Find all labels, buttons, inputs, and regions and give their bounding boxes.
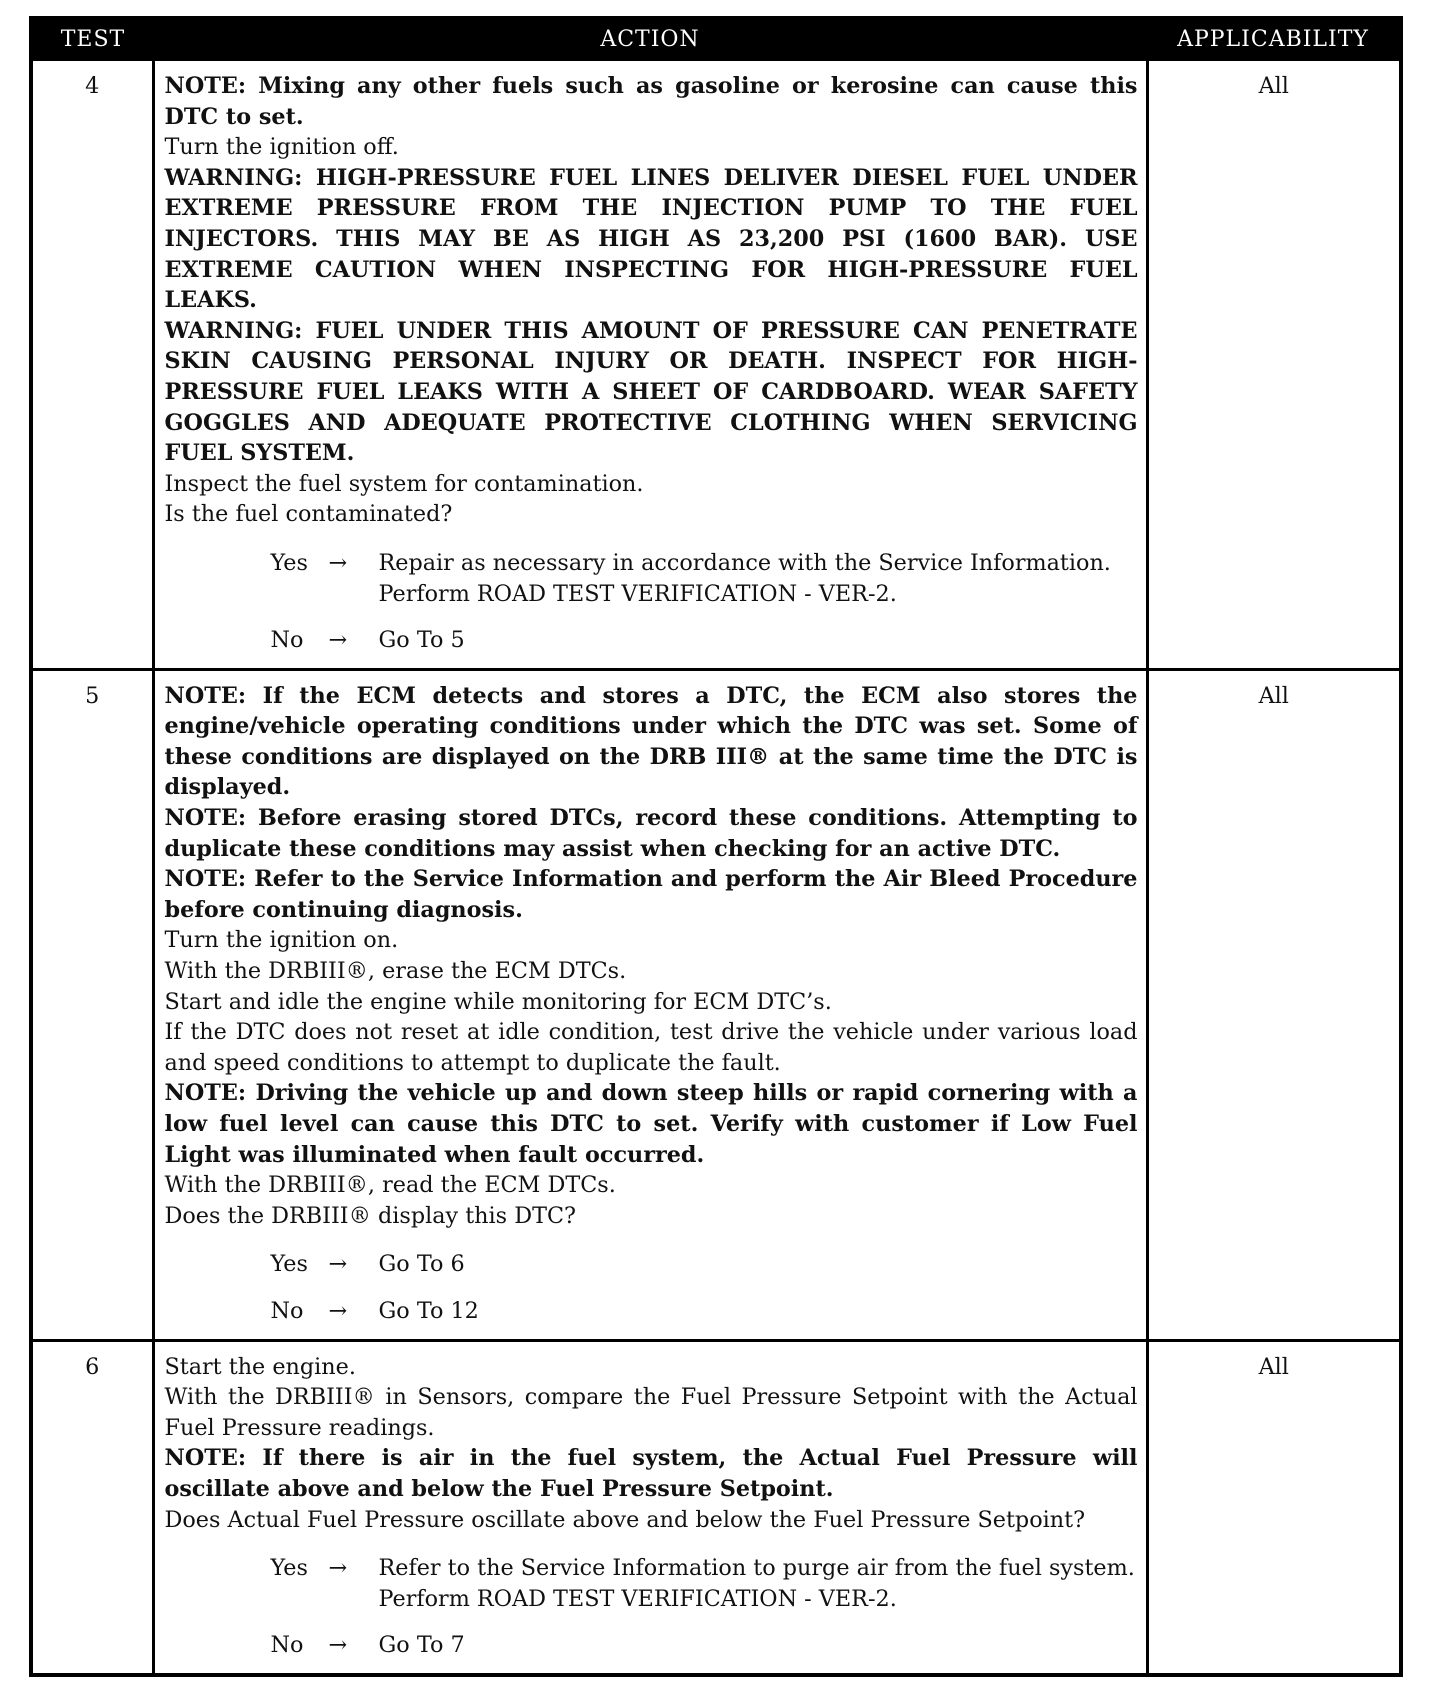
result-line: Go To 7 [378, 1632, 465, 1659]
answer-label: No [270, 627, 304, 654]
instruction-text: If the DTC does not reset at idle condition, test drive the vehicle under various load and speed conditions to attempt to duplicate the fault. [164, 1019, 1138, 1076]
instruction-text: Does the DRBIII® display this DTC? [164, 1202, 576, 1229]
result-line: Go To 12 [378, 1297, 479, 1324]
arrow-right-icon: → [328, 627, 348, 654]
test-number: 6 [31, 1340, 153, 1675]
answer-branch [165, 1249, 1138, 1280]
header-action: ACTION [153, 18, 1147, 60]
table-header-row [31, 18, 1401, 60]
answer-label: No [270, 1297, 304, 1324]
result-line: Go To 6 [378, 1251, 465, 1278]
table-row [31, 60, 1401, 670]
header-test: TEST [31, 18, 153, 60]
instruction-text: Does Actual Fuel Pressure oscillate above and below the Fuel Pressure Setpoint? [164, 1506, 1086, 1533]
answer-branch [165, 1296, 1138, 1327]
instruction-text: With the DRBIII®, read the ECM DTCs. [164, 1172, 616, 1199]
answer-branch [165, 548, 1138, 609]
answer-branch [165, 1553, 1138, 1614]
instruction-text: With the DRBIII®, erase the ECM DTCs. [164, 958, 627, 985]
arrow-right-icon: → [328, 549, 348, 576]
note-text: NOTE: Driving the vehicle up and down steep hills or rapid cornering with a low fuel level can cause this DTC to set. Verify with customer if Low Fuel Light was illuminated when fault occurred. [164, 1080, 1138, 1168]
note-text: WARNING: FUEL UNDER THIS AMOUNT OF PRESSURE CAN PENETRATE SKIN CAUSING PERSONAL INJURY OR DEATH. INSPECT FOR HIGH-PRESSURE FUEL LEAKS WITH A SHEET OF CARDBOARD. WEAR SAFETY GOGGLES AND ADEQUATE PROTECTIVE CLOTHING WHEN SERVICING FUEL SYSTEM. [164, 317, 1138, 467]
instruction-text: Start the engine. [164, 1353, 356, 1380]
answer-result [379, 625, 1138, 656]
answer-branches [165, 548, 1138, 656]
arrow-right-icon: → [328, 1555, 348, 1582]
table-row [31, 669, 1401, 1340]
answer-label: No [270, 1632, 304, 1659]
answer-result [379, 1296, 1138, 1327]
action-cell [153, 60, 1147, 670]
note-text: NOTE: Before erasing stored DTCs, record these conditions. Attempting to duplicate these conditions may assist when checking for an active DTC. [164, 805, 1138, 862]
instruction-text: Start and idle the engine while monitoring for ECM DTC’s. [164, 988, 832, 1015]
instruction-text: Is the fuel contaminated? [164, 501, 453, 528]
answer-branches [165, 1249, 1138, 1326]
instruction-text: Inspect the fuel system for contamination. [164, 470, 644, 497]
header-applicability: APPLICABILITY [1147, 18, 1401, 60]
action-cell [153, 669, 1147, 1340]
arrow-right-icon: → [328, 1251, 348, 1278]
answer-result [379, 1630, 1138, 1661]
instruction-text: Turn the ignition on. [164, 927, 399, 954]
note-text: NOTE: Mixing any other fuels such as gasoline or kerosine can cause this DTC to set. [164, 73, 1138, 130]
result-line: Go To 5 [378, 627, 465, 654]
result-line: Perform ROAD TEST VERIFICATION - VER-2. [378, 1585, 897, 1612]
answer-label: Yes [270, 1555, 308, 1582]
arrow-right-icon: → [328, 1297, 348, 1324]
note-text: NOTE: If there is air in the fuel system, the Actual Fuel Pressure will oscillate above and below the Fuel Pressure Setpoint. [164, 1445, 1138, 1502]
answer-branch [165, 1630, 1138, 1661]
answer-branches [165, 1553, 1138, 1661]
result-line: Refer to the Service Information to purge air from the fuel system. [378, 1555, 1135, 1582]
answer-result [379, 548, 1138, 609]
action-cell [153, 1340, 1147, 1675]
result-line: Repair as necessary in accordance with the Service Information. [378, 549, 1111, 576]
test-number: 5 [31, 669, 153, 1340]
applicability-value: All [1147, 669, 1401, 1340]
diagnostic-page [29, 16, 1399, 1677]
answer-result [379, 1553, 1138, 1614]
table-row [31, 1340, 1401, 1675]
result-line: Perform ROAD TEST VERIFICATION - VER-2. [378, 580, 897, 607]
note-text: WARNING: HIGH-PRESSURE FUEL LINES DELIVER DIESEL FUEL UNDER EXTREME PRESSURE FROM THE INJECTION PUMP TO THE FUEL INJECTORS. THIS MAY BE AS HIGH AS 23,200 PSI (1600 BAR). USE EXTREME CAUTION WHEN INSPECTING FOR HIGH-PRESSURE FUEL LEAKS. [164, 164, 1138, 314]
answer-result [379, 1249, 1138, 1280]
diagnostic-table [29, 16, 1403, 1677]
answer-branch [165, 625, 1138, 656]
note-text: NOTE: If the ECM detects and stores a DTC, the ECM also stores the engine/vehicle operating conditions under which the DTC was set. Some of these conditions are displayed on the DRB III® at the same time the DTC is displayed. [164, 682, 1138, 801]
answer-label: Yes [270, 549, 308, 576]
instruction-text: Turn the ignition off. [164, 134, 399, 161]
note-text: NOTE: Refer to the Service Information and perform the Air Bleed Procedure before continuing diagnosis. [164, 866, 1138, 923]
applicability-value: All [1147, 60, 1401, 670]
test-number: 4 [31, 60, 153, 670]
table-body [31, 60, 1401, 1675]
instruction-text: With the DRBIII® in Sensors, compare the Fuel Pressure Setpoint with the Actual Fuel Pressure readings. [164, 1384, 1138, 1441]
applicability-value: All [1147, 1340, 1401, 1675]
arrow-right-icon: → [328, 1632, 348, 1659]
answer-label: Yes [270, 1251, 308, 1278]
